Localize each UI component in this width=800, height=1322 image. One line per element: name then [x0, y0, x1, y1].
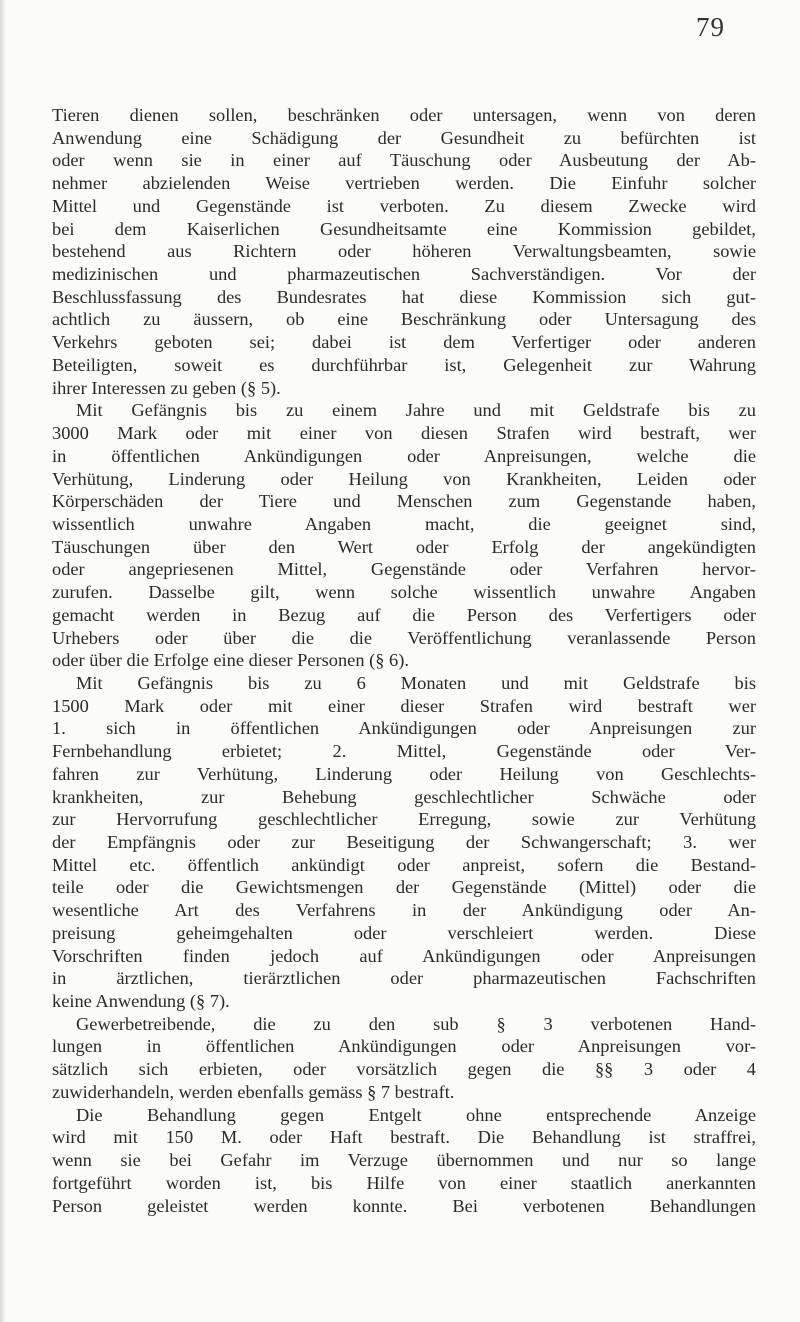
text-line: Urhebers oder über die die Veröffentlichung veranlassende Person [52, 627, 756, 648]
text-line: achtlich zu äussern, ob eine Beschränkung oder Untersagung des [52, 309, 756, 330]
text-line: wenn sie bei Gefahr im Verzuge übernommen und nur so lange [52, 1150, 756, 1171]
text-line: oder wenn sie in einer auf Täuschung oder Ausbeutung der Ab- [52, 150, 756, 171]
text-line: wesentliche Art des Verfahrens in der Ankündigung oder An- [52, 900, 756, 921]
text-line: Mit Gefängnis bis zu einem Jahre und mit Geldstrafe bis zu [76, 400, 756, 421]
text-line: wissentlich unwahre Angaben macht, die geeignet sind, [52, 513, 756, 534]
text-line: lungen in öffentlichen Ankündigungen oder Anpreisungen vor- [52, 1036, 756, 1057]
text-line: Mit Gefängnis bis zu 6 Monaten und mit Geldstrafe bis [76, 672, 756, 693]
text-line: Mittel etc. öffentlich ankündigt oder anpreist, sofern die Bestand- [52, 854, 756, 875]
text-line: wird mit 150 M. oder Haft bestraft. Die Behandlung ist straffrei, [52, 1127, 756, 1148]
text-line: ihrer Interessen zu geben (§ 5). [52, 377, 281, 398]
text-line: keine Anwendung (§ 7). [52, 991, 230, 1012]
body-text [52, 104, 756, 1217]
text-line: teile oder die Gewichtsmengen der Gegenstände (Mittel) oder die [52, 877, 756, 898]
text-line: nehmer abzielenden Weise vertrieben werden. Die Einfuhr solcher [52, 173, 756, 194]
text-line: gemacht werden in Bezug auf die Person des Verfertigers oder [52, 604, 756, 625]
text-line: der Empfängnis oder zur Beseitigung der Schwangerschaft; 3. wer [52, 832, 756, 852]
text-line: Gewerbetreibende, die zu den sub § 3 verbotenen Hand- [76, 1013, 756, 1034]
text-line: zur Hervorrufung geschlechtlicher Erregung, sowie zur Verhütung [52, 809, 756, 830]
text-line: oder über die Erfolge eine dieser Personen (§ 6). [52, 650, 409, 671]
text-line: Beschlussfassung des Bundesrates hat diese Kommission sich gut- [52, 286, 756, 307]
text-line: in ärztlichen, tierärztlichen oder pharmazeutischen Fachschriften [52, 968, 756, 989]
text-line: Mittel und Gegenstände ist verboten. Zu diesem Zwecke wird [52, 195, 756, 216]
text-line: preisung geheimgehalten oder verschleiert werden. Diese [52, 922, 756, 943]
text-line: fortgeführt worden ist, bis Hilfe von einer staatlich anerkannten [52, 1172, 756, 1193]
text-line: oder angepriesenen Mittel, Gegenstände oder Verfahren hervor- [52, 559, 756, 580]
text-line: bei dem Kaiserlichen Gesundheitsamte eine Kommission gebildet, [52, 218, 756, 239]
text-line: Anwendung eine Schädigung der Gesundheit zu befürchten ist [52, 127, 756, 148]
text-line: fahren zur Verhütung, Linderung oder Heilung von Geschlechts- [52, 763, 756, 784]
text-line: Verkehrs geboten sei; dabei ist dem Verfertiger oder anderen [52, 332, 756, 353]
text-line: Vorschriften finden jedoch auf Ankündigungen oder Anpreisungen [52, 945, 756, 966]
text-line: Täuschungen über den Wert oder Erfolg der angekündigten [52, 536, 756, 557]
text-line: 1500 Mark oder mit einer dieser Strafen wird bestraft wer [52, 695, 756, 716]
text-line: sätzlich sich erbieten, oder vorsätzlich gegen die §§ 3 oder 4 [52, 1059, 756, 1080]
text-line: Verhütung, Linderung oder Heilung von Krankheiten, Leiden oder [52, 468, 756, 489]
text-line: Fernbehandlung erbietet; 2. Mittel, Gegenstände oder Ver- [52, 741, 756, 762]
text-line: Person geleistet werden konnte. Bei verbotenen Behandlungen [52, 1195, 756, 1216]
text-line: Körperschäden der Tiere und Menschen zum Gegenstande haben, [52, 491, 756, 512]
text-line: medizinischen und pharmazeutischen Sachverständigen. Vor der [52, 264, 756, 285]
page-number: 79 [696, 12, 725, 42]
text-line: krankheiten, zur Behebung geschlechtlicher Schwäche oder [52, 786, 756, 807]
text-line: Tieren dienen sollen, beschränken oder untersagen, wenn von deren [52, 105, 756, 125]
page-edge-shadow [0, 0, 6, 1322]
text-line: zuwiderhandeln, werden ebenfalls gemäss § 7 bestraft. [52, 1081, 455, 1102]
text-line: Die Behandlung gegen Entgelt ohne entsprechende Anzeige [76, 1104, 756, 1125]
text-line: in öffentlichen Ankündigungen oder Anpreisungen, welche die [52, 445, 756, 466]
text-line: Beteiligten, soweit es durchführbar ist, Gelegenheit zur Wahrung [52, 354, 756, 375]
text-line: zurufen. Dasselbe gilt, wenn solche wissentlich unwahre Angaben [52, 582, 756, 603]
text-line: 3000 Mark oder mit einer von diesen Strafen wird bestraft, wer [52, 423, 756, 444]
text-line: bestehend aus Richtern oder höheren Verwaltungsbeamten, sowie [52, 241, 756, 262]
text-line: 1. sich in öffentlichen Ankündigungen oder Anpreisungen zur [52, 718, 756, 739]
